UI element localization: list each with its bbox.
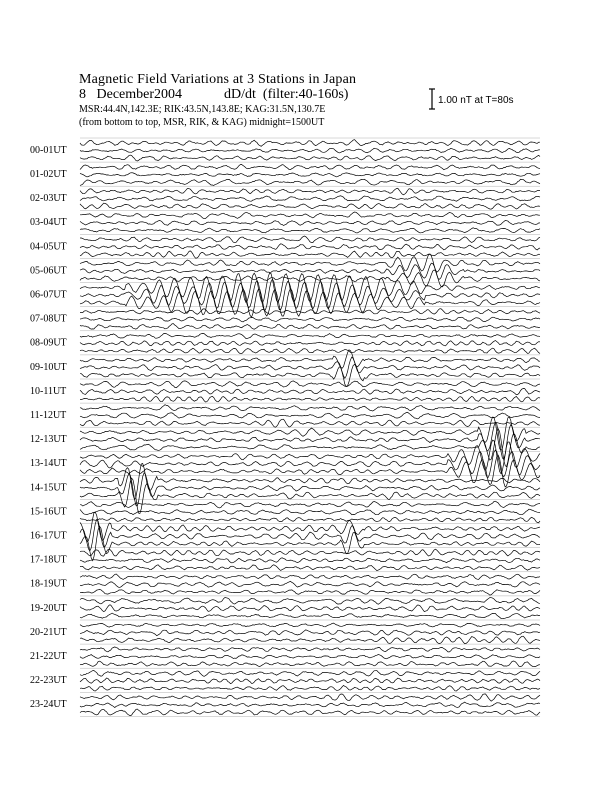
- trace-rik-17-18ut: [80, 558, 540, 563]
- hour-row-label: 07-08UT: [30, 313, 67, 325]
- chart-title: Magnetic Field Variations at 3 Stations in Japan: [79, 72, 357, 87]
- trace-kag-22-23ut: [80, 671, 540, 677]
- date-month: December: [96, 87, 155, 102]
- trace-rik-23-24ut: [80, 702, 540, 707]
- trace-kag-17-18ut: [80, 549, 540, 556]
- trace-msr-18-19ut: [80, 590, 540, 596]
- trace-rik-13-14ut: [80, 450, 540, 477]
- trace-msr-22-23ut: [80, 686, 540, 692]
- trace-kag-00-01ut: [80, 140, 540, 147]
- trace-rik-00-01ut: [80, 148, 540, 153]
- hour-row-label: 22-23UT: [30, 675, 67, 687]
- trace-kag-19-20ut: [80, 598, 540, 605]
- trace-rik-04-05ut: [80, 244, 540, 250]
- hour-row-label: 09-10UT: [30, 361, 67, 373]
- filter-label: (filter:40-160s): [262, 87, 349, 102]
- trace-msr-02-03ut: [80, 203, 540, 209]
- trace-msr-12-13ut: [80, 429, 540, 467]
- trace-msr-17-18ut: [80, 565, 540, 571]
- trace-kag-18-19ut: [80, 574, 540, 580]
- hour-row-label: 03-04UT: [30, 217, 67, 229]
- trace-rik-10-11ut: [80, 389, 540, 395]
- hour-row-label: 06-07UT: [30, 289, 67, 301]
- trace-msr-01-02ut: [80, 179, 540, 185]
- trace-msr-20-21ut: [80, 636, 540, 644]
- trace-msr-14-15ut: [80, 478, 540, 513]
- trace-rik-03-04ut: [80, 221, 540, 226]
- trace-kag-03-04ut: [80, 212, 540, 219]
- hour-row-label: 11-12UT: [30, 410, 67, 422]
- trace-rik-12-13ut: [80, 422, 540, 459]
- trace-rik-08-09ut: [80, 341, 540, 346]
- order-line: (from bottom to top, MSR, RIK, & KAG) midnight=1500UT: [79, 117, 325, 128]
- trace-rik-15-16ut: [80, 509, 540, 515]
- hour-row-label: 16-17UT: [30, 530, 67, 542]
- trace-rik-22-23ut: [80, 678, 540, 684]
- trace-kag-02-03ut: [80, 188, 540, 195]
- hour-row-label: 08-09UT: [30, 337, 67, 349]
- trace-msr-08-09ut: [80, 348, 540, 354]
- trace-rik-20-21ut: [80, 630, 540, 636]
- trace-kag-10-11ut: [80, 381, 540, 388]
- trace-kag-08-09ut: [80, 334, 540, 339]
- hour-row-label: 01-02UT: [30, 169, 67, 181]
- trace-kag-16-17ut: [80, 512, 540, 541]
- trace-kag-07-08ut: [80, 309, 540, 315]
- hour-row-label: 21-22UT: [30, 651, 67, 663]
- trace-rik-11-12ut: [80, 412, 540, 419]
- trace-kag-21-22ut: [80, 647, 540, 652]
- trace-msr-07-08ut: [80, 324, 540, 330]
- trace-rik-21-22ut: [80, 655, 540, 659]
- trace-rik-09-10ut: [80, 357, 540, 378]
- date-year: 2004: [154, 87, 183, 102]
- trace-msr-10-11ut: [80, 396, 540, 402]
- stations-line: MSR:44.4N,142.3E; RIK:43.5N,143.8E; KAG:31.5N,130.7E: [79, 104, 326, 115]
- scale-label: 1.00 nT at T=80s: [438, 95, 514, 106]
- hour-row-label: 18-19UT: [30, 578, 67, 590]
- hour-row-label: 13-14UT: [30, 458, 67, 470]
- trace-msr-04-05ut: [80, 251, 540, 258]
- trace-rik-05-06ut: [80, 263, 540, 279]
- trace-msr-23-24ut: [80, 709, 540, 716]
- trace-kag-15-16ut: [80, 501, 540, 508]
- trace-rik-06-07ut: [80, 279, 540, 310]
- trace-kag-04-05ut: [80, 236, 540, 243]
- trace-kag-13-14ut: [80, 440, 540, 474]
- trace-kag-11-12ut: [80, 405, 540, 411]
- trace-kag-20-21ut: [80, 623, 540, 627]
- trace-msr-00-01ut: [80, 155, 540, 161]
- hour-row-label: 12-13UT: [30, 434, 67, 446]
- trace-rik-19-20ut: [80, 605, 540, 612]
- hour-row-label: 05-06UT: [30, 265, 67, 277]
- hour-row-label: 17-18UT: [30, 554, 67, 566]
- trace-kag-12-13ut: [80, 417, 540, 451]
- trace-rik-01-02ut: [80, 173, 540, 177]
- trace-kag-05-06ut: [80, 254, 540, 272]
- trace-kag-01-02ut: [80, 165, 540, 170]
- trace-msr-21-22ut: [80, 661, 540, 667]
- trace-rik-07-08ut: [80, 317, 540, 322]
- trace-msr-16-17ut: [80, 526, 540, 560]
- trace-msr-05-06ut: [80, 270, 540, 287]
- trace-msr-19-20ut: [80, 613, 540, 619]
- trace-msr-13-14ut: [80, 455, 540, 487]
- quantity-label: dD/dt: [224, 87, 256, 102]
- hour-row-label: 04-05UT: [30, 241, 67, 253]
- hour-row-label: 02-03UT: [30, 193, 67, 205]
- trace-kag-23-24ut: [80, 694, 540, 701]
- date-day: 8: [79, 87, 86, 102]
- trace-rik-18-19ut: [80, 581, 540, 587]
- hour-row-label: 00-01UT: [30, 144, 67, 156]
- trace-msr-03-04ut: [80, 228, 540, 233]
- hour-row-label: 19-20UT: [30, 602, 67, 614]
- trace-rik-02-03ut: [80, 196, 540, 201]
- hour-row-label: 10-11UT: [30, 385, 67, 397]
- trace-msr-15-16ut: [80, 517, 540, 522]
- hour-row-label: 20-21UT: [30, 626, 67, 638]
- hour-row-label: 14-15UT: [30, 482, 67, 494]
- trace-rik-16-17ut: [80, 520, 540, 551]
- trace-msr-11-12ut: [80, 419, 540, 427]
- hour-row-label: 15-16UT: [30, 506, 67, 518]
- hour-row-label: 23-24UT: [30, 699, 67, 711]
